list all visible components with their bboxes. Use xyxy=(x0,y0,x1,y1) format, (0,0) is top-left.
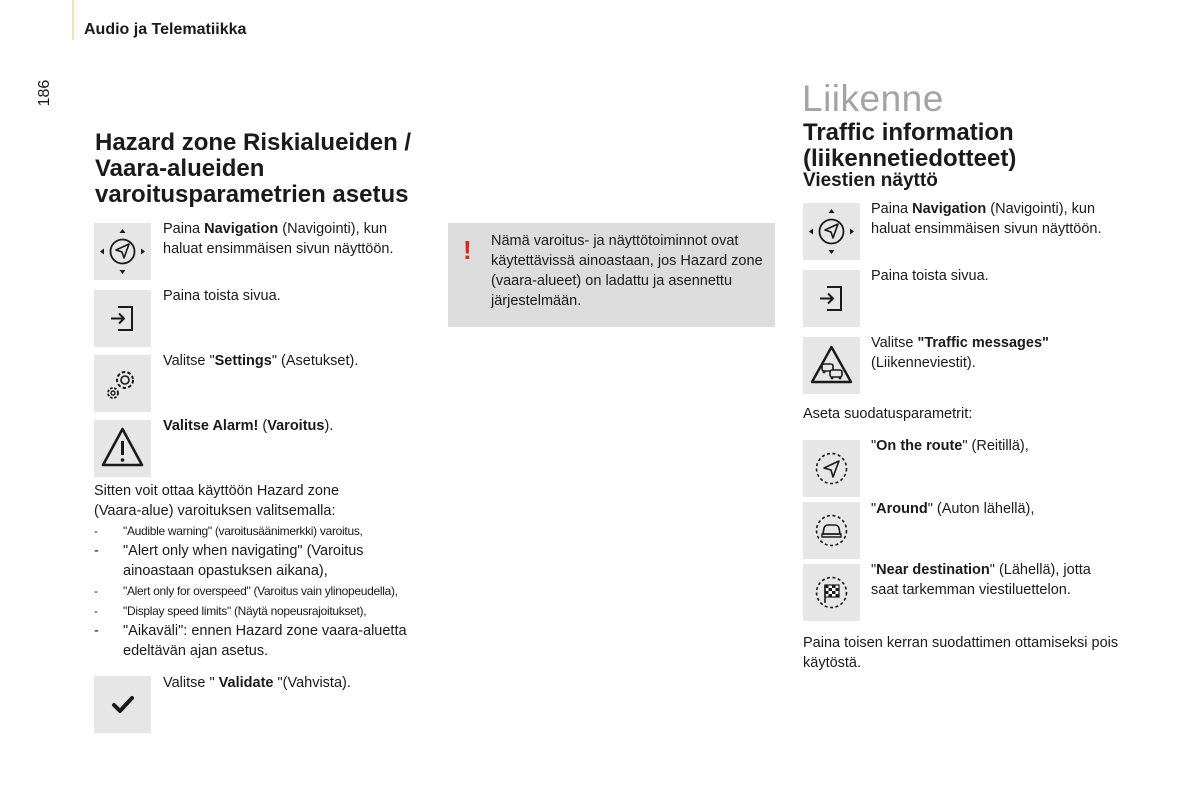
warning-text: Nämä varoitus- ja näyttötoiminnot ovat käytettävissä ainoastaan, jos Hazard zone (vaara-alueet) on ladattu ja asennettu järjestelmään. xyxy=(491,233,763,309)
list-item: - "Alert only for overspeed" (Varoitus vain ylinopeudella), xyxy=(94,584,398,598)
right-step-next-page: Paina toista sivua. xyxy=(871,268,989,284)
page-forward-icon xyxy=(94,290,151,347)
on-route-icon xyxy=(803,440,860,497)
page-number: 186 xyxy=(36,79,53,107)
left-step-alarm: Valitse Alarm! (Varoitus). xyxy=(163,418,334,434)
left-step-next-page: Paina toista sivua. xyxy=(163,288,281,304)
filter-around: "Around" (Auton lähellä), xyxy=(871,501,1035,517)
list-item: - "Audible warning" (varoitusäänimerkki) varoitus, xyxy=(94,524,363,538)
filter-outro: Paina toisen kerran suodattimen ottamiseksi pois käytöstä. xyxy=(803,635,1119,671)
list-item: - "Aikaväli": ennen Hazard zone vaara-aluetta edeltävän ajan asetus. xyxy=(94,623,407,659)
filter-near-destination: "Near destination" (Lähellä), jotta saat tarkemman viestiluettelon. xyxy=(871,562,1091,598)
navigation-icon xyxy=(803,203,860,260)
checkmark-icon xyxy=(94,676,151,733)
options-list xyxy=(94,521,429,661)
left-step-settings: Valitse "Settings" (Asetukset). xyxy=(163,353,359,369)
list-item: - "Display speed limits" (Näytä nopeusrajoitukset), xyxy=(94,604,367,618)
near-destination-icon xyxy=(803,564,860,621)
around-car-icon xyxy=(803,502,860,559)
filter-intro: Aseta suodatusparametrit: xyxy=(803,406,973,422)
warning-note xyxy=(448,223,775,327)
right-step-traffic-messages: Valitse "Traffic messages" (Liikenneviestit). xyxy=(871,335,1049,371)
left-section-title: Hazard zone Riskialueiden / Vaara-alueiden varoitusparametrien asetus xyxy=(95,129,412,208)
filter-on-route: "On the route" (Reitillä), xyxy=(871,438,1029,454)
list-item: - "Alert only when navigating" (Varoitus ainoastaan opastuksen aikana), xyxy=(94,543,364,579)
exclamation-icon: ! xyxy=(463,235,472,265)
right-subtitle: Viestien näyttö xyxy=(803,170,938,191)
left-step-validate: Valitse " Validate "(Vahvista). xyxy=(163,675,351,691)
alarm-warning-icon xyxy=(94,420,151,477)
traffic-messages-icon xyxy=(803,337,860,394)
header-rule xyxy=(72,0,74,40)
right-section-title: Traffic information (liikennetiedotteet) xyxy=(803,119,1017,172)
page-forward-icon xyxy=(803,270,860,327)
right-step-navigation: Paina Navigation (Navigointi), kun haluat ensimmäisen sivun näyttöön. xyxy=(871,201,1102,237)
settings-gears-icon xyxy=(94,355,151,412)
left-step-navigation: Paina Navigation (Navigointi), kun haluat ensimmäisen sivun näyttöön. xyxy=(163,221,394,257)
section-header: Audio ja Telematiikka xyxy=(84,21,247,38)
options-intro: Sitten voit ottaa käyttöön Hazard zone (Vaara-alue) varoituksen valitsemalla: xyxy=(94,483,340,519)
chapter-title: Liikenne xyxy=(802,78,944,119)
navigation-icon xyxy=(94,223,151,280)
